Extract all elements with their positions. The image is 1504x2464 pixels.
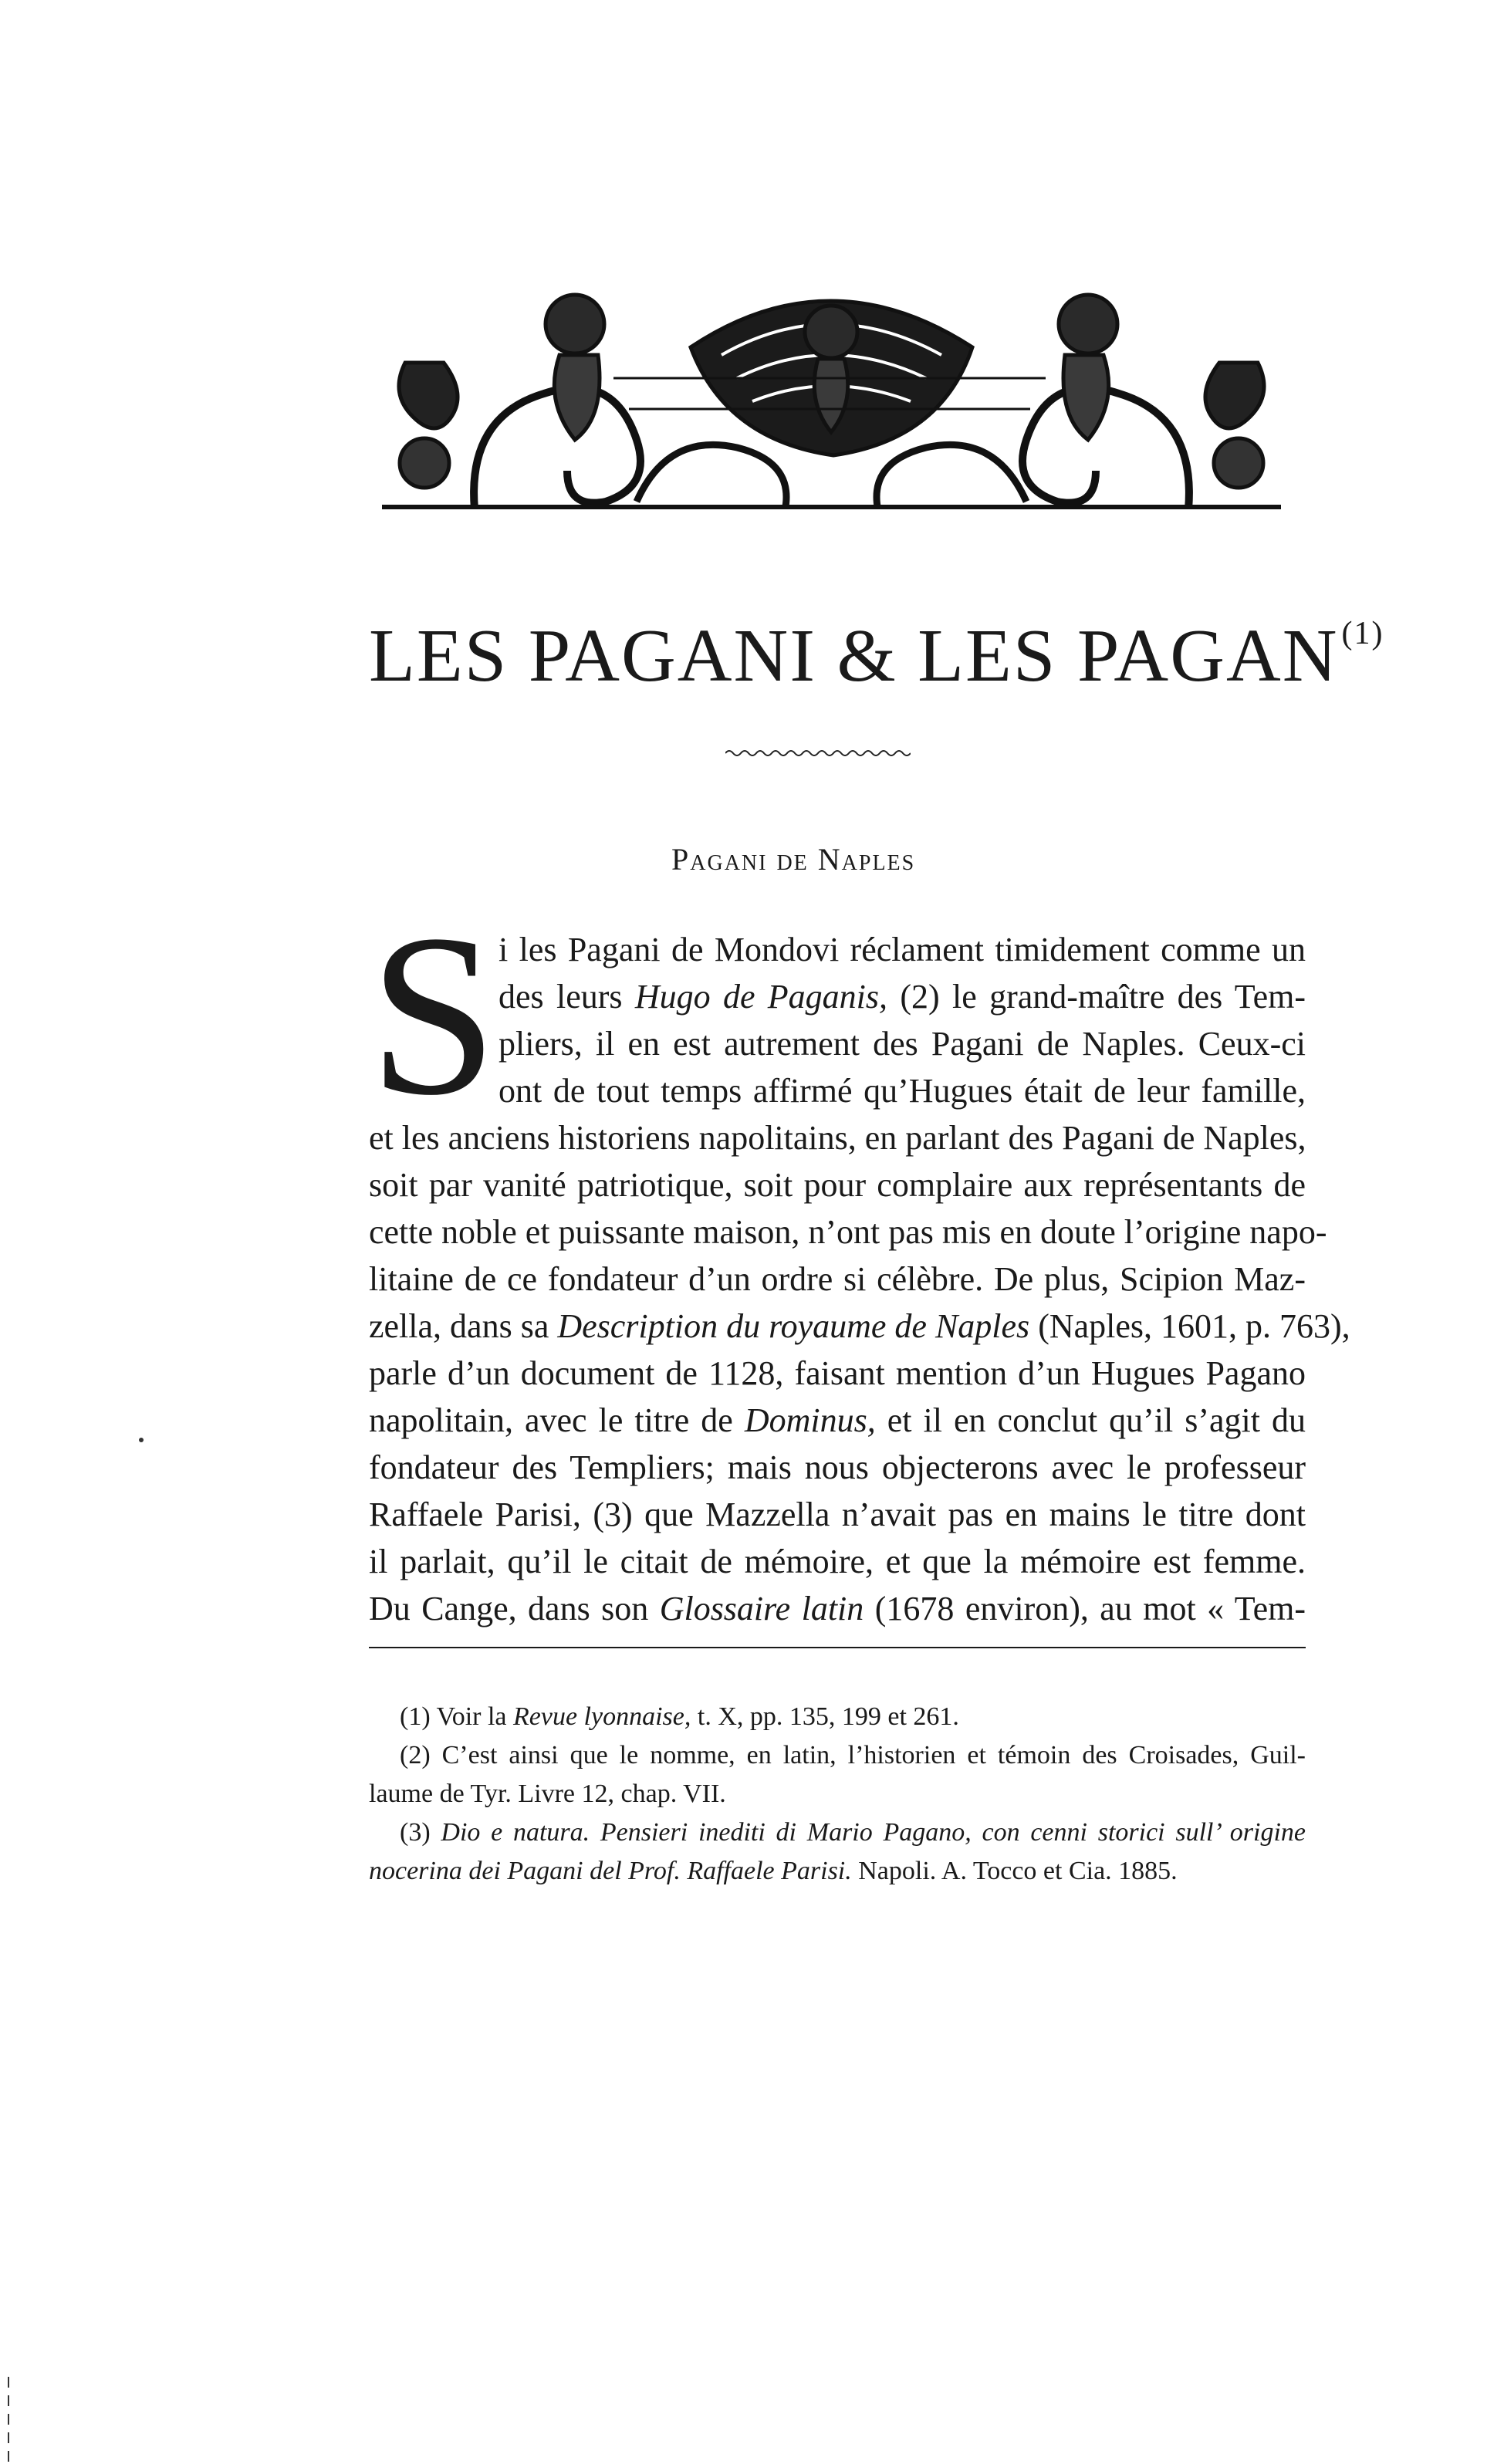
body_lines-line — [369, 1444, 1306, 1491]
body_lines-segment: zella, dans sa — [369, 1307, 558, 1345]
body_lines-italic-segment: Glossaire latin — [659, 1590, 864, 1627]
body_lines-segment: fondateur des Templiers; mais nous objecterons avec le professeur — [369, 1448, 1306, 1486]
body_lines-line — [369, 1303, 1350, 1350]
body-text — [369, 926, 1350, 1632]
footnote-line — [369, 1698, 1306, 1736]
body_lines-line — [369, 1208, 1327, 1256]
footnote-separator — [369, 1647, 1306, 1648]
body_lines-segment: ont de tout temps affirmé qu’Hugues était de leur famille, — [499, 1072, 1306, 1110]
footnotes — [369, 1698, 1306, 1891]
footnote-segment: t. X, pp. 135, 199 et 261. — [691, 1702, 959, 1731]
body_lines-segment: i les Pagani de Mondovi réclament timidement comme un — [499, 931, 1306, 968]
wavy-rule-shape — [725, 747, 911, 759]
body_lines-segment: cette noble et puissante maison, n’ont pas mis en doute l’origine napo- — [369, 1213, 1327, 1251]
main-title — [369, 614, 1384, 698]
headpiece-engraving — [382, 278, 1281, 509]
body_lines-line — [369, 973, 1306, 1020]
margin-speck — [139, 1438, 144, 1442]
footnote-line — [369, 1736, 1306, 1775]
footnote-italic-segment: Dio e natura. Pensieri inediti di Mario Pagano, con cenni storici sull’ origine — [441, 1818, 1306, 1847]
body_lines-line — [369, 1397, 1306, 1444]
body_lines-line — [369, 1256, 1306, 1303]
ornamental-headpiece — [382, 278, 1281, 509]
body_lines-segment: litaine de ce fondateur d’un ordre si célèbre. De plus, Scipion Maz- — [369, 1260, 1306, 1298]
body_lines-line — [369, 926, 1306, 973]
body_lines-line — [369, 1491, 1306, 1538]
body_lines-line — [369, 1538, 1306, 1585]
body_lines-segment: il parlait, qu’il le citait de mémoire, et que la mémoire est femme. — [369, 1543, 1306, 1580]
body_lines-segment: napolitain, avec le titre de — [369, 1401, 745, 1439]
footnote-line — [369, 1775, 1306, 1813]
body_lines-line — [369, 1350, 1306, 1397]
body_lines-italic-segment: Description du royaume de Naples — [557, 1307, 1030, 1345]
body_lines-segment: et les anciens historiens napolitains, en parlant des Pagani de Naples, — [369, 1119, 1306, 1157]
body_lines-line — [369, 1161, 1306, 1208]
body_lines-segment: parle d’un document de 1128, faisant mention d’un Hugues Pagano — [369, 1354, 1306, 1392]
footnote-line — [369, 1852, 1306, 1891]
drop-capital: S — [369, 887, 498, 1143]
body_lines-segment: des leurs — [499, 978, 635, 1016]
footnote-italic-segment: Revue lyonnaise, — [513, 1702, 691, 1731]
body_lines-line — [369, 1020, 1306, 1067]
body_lines-segment: Du Cange, dans son — [369, 1590, 660, 1627]
footnote-segment: (3) — [400, 1818, 441, 1847]
title-note-mark: (1) — [1341, 616, 1384, 651]
body_lines-italic-segment: Hugo de Paganis, — [634, 978, 888, 1016]
body_lines-segment: (Naples, 1601, p. 763), — [1029, 1307, 1350, 1345]
footnote-segment: laume de Tyr. Livre 12, chap. VII. — [369, 1780, 726, 1808]
body_lines-segment: (2) le grand-maître des Tem- — [887, 978, 1306, 1016]
body_lines-segment: pliers, il en est autrement des Pagani de Naples. Ceux-ci — [499, 1025, 1306, 1063]
main-title-text: LES PAGANI & LES PAGAN — [369, 614, 1339, 698]
body_lines-segment: soit par vanité patriotique, soit pour complaire aux représentants de — [369, 1166, 1306, 1204]
footnote-segment: Napoli. A. Tocco et Cia. 1885. — [851, 1857, 1178, 1885]
decorative-wavy-rule — [725, 747, 911, 759]
body_lines-segment: (1678 environ), au mot « Tem- — [864, 1590, 1306, 1627]
body_lines-line — [369, 1114, 1306, 1161]
body_lines-segment: et il en conclut qu’il s’agit du — [875, 1401, 1306, 1439]
footnote-segment: (2) C’est ainsi que le nomme, en latin, l’historien et témoin des Croisades, Guil- — [400, 1741, 1306, 1769]
body_lines-line — [369, 1585, 1306, 1632]
footnote-segment: (1) Voir la — [400, 1702, 514, 1731]
section-title: Pagani de Naples — [671, 842, 916, 877]
body_lines-segment: Raffaele Parisi, (3) que Mazzella n’avait pas en mains le titre dont — [369, 1496, 1306, 1533]
body_lines-italic-segment: Dominus, — [744, 1401, 876, 1439]
edge-scan-mark — [8, 2377, 9, 2462]
footnote-line — [369, 1813, 1306, 1852]
body_lines-line — [369, 1067, 1306, 1114]
footnote-italic-segment: nocerina dei Pagani del Prof. Raffaele Parisi. — [369, 1857, 852, 1885]
